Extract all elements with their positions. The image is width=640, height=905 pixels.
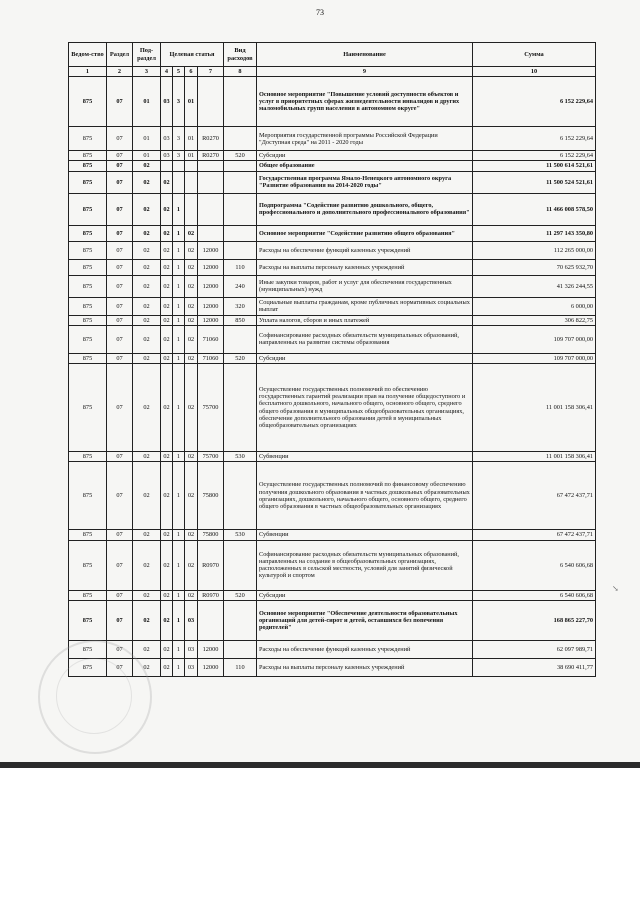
cell-ved: 875 [69, 77, 107, 127]
table-row [69, 540, 596, 590]
cell-c2: 1 [173, 640, 185, 658]
cell-c4: 75700 [198, 364, 224, 452]
cell-vid: 320 [224, 297, 257, 315]
cell-name: Расходы на выплаты персоналу казенных учреждений [257, 259, 473, 275]
cell-vid: 110 [224, 658, 257, 676]
cell-name: Расходы на обеспечение функций казенных учреждений [257, 640, 473, 658]
column-number: 2 [107, 67, 133, 77]
cell-vid [224, 77, 257, 127]
cell-c4 [198, 161, 224, 171]
cell-c2: 3 [173, 127, 185, 151]
cell-vid: 850 [224, 315, 257, 325]
cell-sum: 112 265 000,00 [473, 241, 596, 259]
cell-pr: 02 [133, 241, 161, 259]
cell-c1: 02 [161, 275, 173, 297]
column-number: 4 [161, 67, 173, 77]
column-number: 8 [224, 67, 257, 77]
cell-name: Софинансирование расходных обязательств муниципальных образований, направленных на развитие системы образования [257, 325, 473, 353]
cell-vid [224, 364, 257, 452]
margin-mark: ↘ [612, 584, 619, 593]
cell-c4 [198, 193, 224, 225]
cell-name: Мероприятия государственной программы Российской Федерации "Доступная среда" на 2011 - 2020 годы [257, 127, 473, 151]
table-row [69, 600, 596, 640]
cell-vid [224, 325, 257, 353]
cell-c3: 02 [185, 353, 198, 363]
cell-rz: 07 [107, 530, 133, 540]
cell-vid: 530 [224, 530, 257, 540]
header-sum: Сумма [473, 43, 596, 67]
cell-ved: 875 [69, 600, 107, 640]
cell-c3: 03 [185, 658, 198, 676]
table-body [69, 77, 596, 677]
cell-pr: 02 [133, 171, 161, 193]
column-number: 7 [198, 67, 224, 77]
cell-rz: 07 [107, 590, 133, 600]
cell-pr: 02 [133, 590, 161, 600]
cell-sum: 6 152 229,64 [473, 127, 596, 151]
cell-name: Подпрограмма "Содействие развитию дошкольного, общего, профессионального и дополнительного профессионального образования" [257, 193, 473, 225]
table-row [69, 161, 596, 171]
cell-sum: 67 472 437,71 [473, 530, 596, 540]
cell-c2: 1 [173, 193, 185, 225]
cell-sum: 6 152 229,64 [473, 151, 596, 161]
cell-ved: 875 [69, 127, 107, 151]
cell-rz: 07 [107, 540, 133, 590]
cell-sum: 6 540 606,68 [473, 540, 596, 590]
cell-rz: 07 [107, 315, 133, 325]
header-razdel: Раздел [107, 43, 133, 67]
cell-ved: 875 [69, 462, 107, 530]
cell-rz: 07 [107, 325, 133, 353]
cell-name: Иные закупки товаров, работ и услуг для обеспечения государственных (муниципальных) нужд [257, 275, 473, 297]
cell-vid [224, 600, 257, 640]
cell-sum: 11 466 008 578,50 [473, 193, 596, 225]
cell-c2: 1 [173, 590, 185, 600]
table-row [69, 658, 596, 676]
cell-sum: 11 001 158 306,41 [473, 364, 596, 452]
cell-c1: 02 [161, 462, 173, 530]
cell-c2: 3 [173, 77, 185, 127]
cell-vid: 520 [224, 590, 257, 600]
cell-rz: 07 [107, 161, 133, 171]
cell-c2: 1 [173, 353, 185, 363]
cell-name: Основное мероприятие "Обеспечение деятельности образовательных организаций для детей-сирот и детей, оставшихся без попечения родителей" [257, 600, 473, 640]
cell-c3: 02 [185, 315, 198, 325]
cell-pr: 02 [133, 275, 161, 297]
cell-ved: 875 [69, 275, 107, 297]
cell-c3: 02 [185, 325, 198, 353]
cell-c1: 02 [161, 364, 173, 452]
cell-sum: 168 865 227,70 [473, 600, 596, 640]
cell-name: Софинансирование расходных обязательств муниципальных образований, направленных на создание в общеобразовательных организациях, расположенных в сельской местности, условий для занятий физической культурой и спортом [257, 540, 473, 590]
cell-c2: 1 [173, 325, 185, 353]
cell-sum: 11 001 158 306,41 [473, 452, 596, 462]
cell-name: Расходы на обеспечение функций казенных учреждений [257, 241, 473, 259]
cell-c3: 03 [185, 600, 198, 640]
cell-pr: 02 [133, 225, 161, 241]
column-number: 6 [185, 67, 198, 77]
cell-pr: 02 [133, 600, 161, 640]
cell-name: Социальные выплаты гражданам, кроме публичных нормативных социальных выплат [257, 297, 473, 315]
table-row [69, 259, 596, 275]
table-row [69, 590, 596, 600]
cell-vid [224, 127, 257, 151]
header-target-article: Целевая статья [161, 43, 224, 67]
cell-name: Субвенции [257, 452, 473, 462]
table-row [69, 462, 596, 530]
cell-name: Уплата налогов, сборов и иных платежей [257, 315, 473, 325]
cell-c3: 01 [185, 77, 198, 127]
cell-c4: 71060 [198, 325, 224, 353]
cell-vid [224, 225, 257, 241]
cell-c2 [173, 161, 185, 171]
cell-c1: 02 [161, 540, 173, 590]
table-row [69, 315, 596, 325]
cell-vid: 240 [224, 275, 257, 297]
cell-c2: 1 [173, 364, 185, 452]
cell-pr: 02 [133, 297, 161, 315]
table-row [69, 241, 596, 259]
cell-ved: 875 [69, 241, 107, 259]
faded-seal-stamp [38, 640, 152, 754]
cell-c2: 1 [173, 315, 185, 325]
cell-rz: 07 [107, 275, 133, 297]
column-number: 3 [133, 67, 161, 77]
cell-c1: 02 [161, 225, 173, 241]
table-row [69, 353, 596, 363]
cell-c1: 02 [161, 297, 173, 315]
cell-c3 [185, 193, 198, 225]
cell-ved: 875 [69, 364, 107, 452]
cell-c4: 75800 [198, 530, 224, 540]
cell-c4: 12000 [198, 241, 224, 259]
cell-c2: 1 [173, 658, 185, 676]
cell-rz: 07 [107, 640, 133, 658]
cell-sum: 11 500 524 521,61 [473, 171, 596, 193]
cell-c2: 1 [173, 530, 185, 540]
cell-ved: 875 [69, 161, 107, 171]
cell-vid [224, 462, 257, 530]
cell-c4: 12000 [198, 259, 224, 275]
cell-pr: 02 [133, 315, 161, 325]
cell-pr: 02 [133, 325, 161, 353]
cell-rz: 07 [107, 151, 133, 161]
column-number: 9 [257, 67, 473, 77]
cell-pr: 02 [133, 452, 161, 462]
cell-sum: 6 540 606,68 [473, 590, 596, 600]
cell-c4: 12000 [198, 315, 224, 325]
cell-pr: 02 [133, 540, 161, 590]
cell-name: Субсидии [257, 151, 473, 161]
cell-vid: 530 [224, 452, 257, 462]
cell-c4: R0970 [198, 590, 224, 600]
cell-c3: 02 [185, 259, 198, 275]
cell-c4: 12000 [198, 658, 224, 676]
cell-ved: 875 [69, 193, 107, 225]
cell-vid [224, 640, 257, 658]
cell-c4: 71060 [198, 353, 224, 363]
cell-vid [224, 540, 257, 590]
cell-c1: 02 [161, 452, 173, 462]
cell-rz: 07 [107, 364, 133, 452]
cell-vid: 520 [224, 353, 257, 363]
cell-ved: 875 [69, 259, 107, 275]
cell-rz: 07 [107, 658, 133, 676]
cell-sum: 6 000,00 [473, 297, 596, 315]
cell-ved: 875 [69, 540, 107, 590]
cell-c4: 12000 [198, 297, 224, 315]
cell-c2: 1 [173, 275, 185, 297]
cell-name: Субвенции [257, 530, 473, 540]
cell-c1: 02 [161, 600, 173, 640]
column-number: 5 [173, 67, 185, 77]
cell-name: Общее образование [257, 161, 473, 171]
cell-ved: 875 [69, 315, 107, 325]
cell-rz: 07 [107, 297, 133, 315]
cell-c4: R0270 [198, 127, 224, 151]
cell-c3: 02 [185, 452, 198, 462]
cell-c3: 02 [185, 297, 198, 315]
cell-c4: 75700 [198, 452, 224, 462]
header-vid-raskhodov: Вид расходов [224, 43, 257, 67]
cell-pr: 02 [133, 658, 161, 676]
cell-c4 [198, 225, 224, 241]
cell-name: Расходы на выплаты персоналу казенных учреждений [257, 658, 473, 676]
cell-vid [224, 161, 257, 171]
cell-c4: R0270 [198, 151, 224, 161]
cell-c1: 03 [161, 127, 173, 151]
cell-sum: 109 707 000,00 [473, 325, 596, 353]
cell-c1: 02 [161, 259, 173, 275]
cell-sum: 70 625 932,70 [473, 259, 596, 275]
cell-c3: 02 [185, 540, 198, 590]
cell-c2: 1 [173, 540, 185, 590]
cell-name: Основное мероприятие "Содействие развитию общего образования" [257, 225, 473, 241]
cell-sum: 6 152 229,64 [473, 77, 596, 127]
cell-vid [224, 171, 257, 193]
column-numbers-row [69, 67, 596, 77]
cell-c4: 75800 [198, 462, 224, 530]
cell-name: Субсидии [257, 590, 473, 600]
cell-rz: 07 [107, 77, 133, 127]
cell-vid: 520 [224, 151, 257, 161]
cell-c3: 02 [185, 225, 198, 241]
cell-c3: 01 [185, 151, 198, 161]
cell-ved: 875 [69, 151, 107, 161]
cell-rz: 07 [107, 259, 133, 275]
cell-ved: 875 [69, 590, 107, 600]
cell-sum: 67 472 437,71 [473, 462, 596, 530]
header-vedomstvo: Ведом-ство [69, 43, 107, 67]
cell-ved: 875 [69, 225, 107, 241]
cell-sum: 38 690 411,77 [473, 658, 596, 676]
table-row [69, 193, 596, 225]
cell-rz: 07 [107, 127, 133, 151]
cell-pr: 02 [133, 161, 161, 171]
table-row [69, 530, 596, 540]
cell-rz: 07 [107, 193, 133, 225]
cell-c1: 02 [161, 590, 173, 600]
cell-sum: 11 297 143 350,80 [473, 225, 596, 241]
table-row [69, 364, 596, 452]
cell-name: Государственная программа Ямало-Ненецкого автономного округа "Развитие образования на 2014-2020 годы" [257, 171, 473, 193]
table-row [69, 325, 596, 353]
table-row [69, 225, 596, 241]
cell-c3: 02 [185, 364, 198, 452]
cell-c4 [198, 171, 224, 193]
cell-ved: 875 [69, 640, 107, 658]
scan-edge [0, 762, 640, 768]
cell-c2 [173, 171, 185, 193]
table-row [69, 640, 596, 658]
cell-pr: 02 [133, 353, 161, 363]
header-podrazdel: Под-раздел [133, 43, 161, 67]
cell-c2: 1 [173, 241, 185, 259]
cell-c2: 1 [173, 225, 185, 241]
cell-name: Осуществление государственных полномочий по финансовому обеспечению получения дошкольного образования в частных дошкольных образовательных организациях, дошкольного, начального общего, основного общего, среднего общего образования в частных общеобразовательных организациях [257, 462, 473, 530]
cell-c4 [198, 77, 224, 127]
cell-c1: 03 [161, 151, 173, 161]
table-row [69, 452, 596, 462]
cell-pr: 01 [133, 151, 161, 161]
column-number: 10 [473, 67, 596, 77]
cell-pr: 01 [133, 77, 161, 127]
cell-c2: 1 [173, 297, 185, 315]
cell-c1: 02 [161, 658, 173, 676]
cell-c4: 12000 [198, 640, 224, 658]
table-row [69, 77, 596, 127]
cell-c2: 1 [173, 259, 185, 275]
cell-rz: 07 [107, 452, 133, 462]
table-row [69, 151, 596, 161]
cell-c3 [185, 161, 198, 171]
cell-pr: 02 [133, 259, 161, 275]
cell-sum: 41 326 244,55 [473, 275, 596, 297]
cell-ved: 875 [69, 658, 107, 676]
cell-c3: 02 [185, 530, 198, 540]
cell-rz: 07 [107, 600, 133, 640]
cell-vid: 110 [224, 259, 257, 275]
cell-c1: 02 [161, 353, 173, 363]
cell-c4: 12000 [198, 275, 224, 297]
cell-c3: 02 [185, 275, 198, 297]
cell-pr: 02 [133, 364, 161, 452]
table-header [69, 43, 596, 77]
cell-c3: 02 [185, 462, 198, 530]
cell-c3: 03 [185, 640, 198, 658]
cell-c4 [198, 600, 224, 640]
cell-rz: 07 [107, 171, 133, 193]
cell-c3: 01 [185, 127, 198, 151]
cell-sum: 62 097 989,71 [473, 640, 596, 658]
cell-c1: 02 [161, 530, 173, 540]
cell-rz: 07 [107, 353, 133, 363]
cell-c1: 02 [161, 193, 173, 225]
cell-c2: 1 [173, 600, 185, 640]
cell-ved: 875 [69, 171, 107, 193]
cell-sum: 11 500 614 521,61 [473, 161, 596, 171]
cell-c2: 3 [173, 151, 185, 161]
cell-pr: 02 [133, 193, 161, 225]
table-row [69, 297, 596, 315]
page-number: 73 [316, 8, 324, 17]
column-number: 1 [69, 67, 107, 77]
cell-ved: 875 [69, 452, 107, 462]
cell-c1: 03 [161, 77, 173, 127]
cell-sum: 306 822,75 [473, 315, 596, 325]
cell-c3: 02 [185, 590, 198, 600]
cell-c2: 1 [173, 462, 185, 530]
cell-rz: 07 [107, 462, 133, 530]
header-name: Наименование [257, 43, 473, 67]
cell-pr: 02 [133, 530, 161, 540]
cell-c1: 02 [161, 640, 173, 658]
cell-c1: 02 [161, 171, 173, 193]
cell-ved: 875 [69, 325, 107, 353]
cell-ved: 875 [69, 353, 107, 363]
cell-ved: 875 [69, 530, 107, 540]
cell-rz: 07 [107, 241, 133, 259]
cell-vid [224, 241, 257, 259]
cell-ved: 875 [69, 297, 107, 315]
cell-c1 [161, 161, 173, 171]
cell-pr: 02 [133, 640, 161, 658]
cell-c1: 02 [161, 325, 173, 353]
cell-name: Осуществление государственных полномочий по обеспечению государственных гарантий реализации прав на получение общедоступного и бесплатного дошкольного, начального общего, основного общего, среднего общего образования в муниципальных общеобразовательных организациях, обеспечение дополнительного образования детей в муниципальных общеобразовательных организациях [257, 364, 473, 452]
cell-c4: R0970 [198, 540, 224, 590]
cell-pr: 02 [133, 462, 161, 530]
cell-c3: 02 [185, 241, 198, 259]
cell-rz: 07 [107, 225, 133, 241]
table-row [69, 127, 596, 151]
budget-table [68, 42, 596, 677]
table-row [69, 275, 596, 297]
cell-name: Основное мероприятие "Повышение условий доступности объектов и услуг в приоритетных сферах жизнедеятельности инвалидов и других маломобильных групп населения в автономном округе" [257, 77, 473, 127]
cell-sum: 109 707 000,00 [473, 353, 596, 363]
cell-c2: 1 [173, 452, 185, 462]
cell-vid [224, 193, 257, 225]
cell-c1: 02 [161, 315, 173, 325]
cell-pr: 01 [133, 127, 161, 151]
cell-c1: 02 [161, 241, 173, 259]
cell-name: Субсидии [257, 353, 473, 363]
cell-c3 [185, 171, 198, 193]
table-row [69, 171, 596, 193]
